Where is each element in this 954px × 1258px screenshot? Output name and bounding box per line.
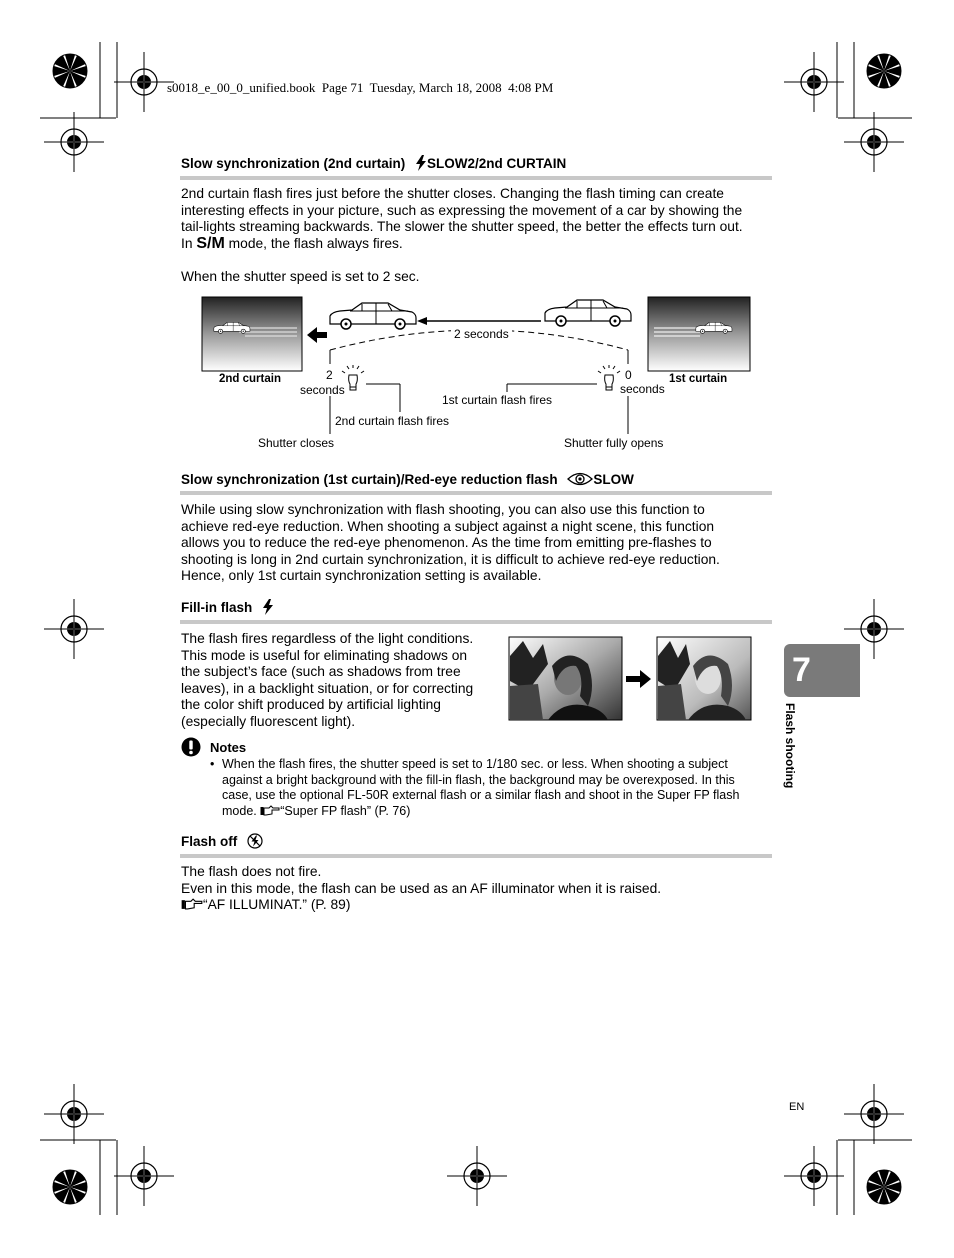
text-line: allows you to reduce the red-eye phenomenon. As the time from emitting pre-flashes to xyxy=(181,535,712,551)
label-num-2: 2 xyxy=(326,368,333,382)
flash-icon xyxy=(262,599,274,615)
text-line: (especially fluorescent light). xyxy=(181,713,356,729)
text-line: Even in this mode, the flash can be used as an AF illuminator when it is raised. xyxy=(181,880,662,896)
caution-icon xyxy=(181,737,201,757)
section-title-fill-in xyxy=(181,599,274,615)
section-title-icon-label: SLOW xyxy=(593,472,634,487)
fill-in-photo-after xyxy=(656,636,752,722)
notes-bullet: • xyxy=(210,757,215,771)
reference-hand-icon xyxy=(260,805,280,816)
text-line: shooting is long in 2nd curtain synchronization, it is difficult to achieve red-eye reduction. xyxy=(181,551,720,567)
mode-sm-icon: S/M xyxy=(196,234,225,252)
chapter-label: Flash shooting xyxy=(783,703,797,789)
text-line: mode. “Super FP flash” (P. 76) xyxy=(222,803,411,818)
label-2nd-curtain-fires: 2nd curtain flash fires xyxy=(335,414,450,428)
label-shutter-opens: Shutter fully opens xyxy=(564,436,664,450)
photo-2nd-curtain xyxy=(202,297,302,371)
section-rule xyxy=(180,176,772,180)
sec2-paragraph xyxy=(181,502,720,585)
text-line: This mode is useful for eliminating shadows on xyxy=(181,647,468,663)
chapter-number: 7 xyxy=(792,651,811,689)
section-title-text: Slow synchronization (1st curtain)/Red-eye reduction flash xyxy=(181,472,558,487)
text-line: case, use the optional FL-50R external flash or a similar flash and shoot in the Super FP flash xyxy=(222,788,740,803)
text-line: The flash does not fire. xyxy=(181,864,322,879)
photo-1st-curtain xyxy=(648,297,750,371)
reference-link[interactable]: “AF ILLUMINAT.” (P. 89) xyxy=(203,897,351,913)
sec4-paragraph xyxy=(181,864,661,914)
red-eye-icon xyxy=(567,471,593,487)
text-line: leaves), in a backlight situation, or for correcting xyxy=(181,680,474,696)
text-line xyxy=(181,897,661,914)
text-line: 2nd curtain flash fires just before the shutter closes. Changing the flash timing can create xyxy=(181,186,724,201)
text-line: While using slow synchronization with flash shooting, you can also use this function to xyxy=(181,502,705,517)
text-line: the color shift produced by artificial lighting xyxy=(181,697,441,713)
sec3-paragraph xyxy=(181,631,473,731)
label-shutter-closes: Shutter closes xyxy=(258,436,335,450)
section-title-slow2 xyxy=(181,155,566,171)
section-title-text: Slow synchronization (2nd curtain) xyxy=(181,156,406,171)
label-seconds-left: seconds xyxy=(300,383,345,397)
text-line: against a bright background with the fill-in flash, the background may be overexposed. In this xyxy=(222,772,735,787)
flash-icon xyxy=(415,155,427,171)
label-2nd-curtain: 2nd curtain xyxy=(219,373,281,385)
flash-off-icon xyxy=(247,833,263,849)
notes-title: Notes xyxy=(210,740,247,755)
shutter-note: When the shutter speed is set to 2 sec. xyxy=(181,269,420,284)
reference-hand-icon xyxy=(181,898,203,910)
text-line: tail-lights streaming backwards. The slower the shutter speed, the better the effects turn out. xyxy=(181,219,743,235)
print-header: s0018_e_00_0_unified.book Page 71 Tuesday, March 18, 2008 4:08 PM xyxy=(167,80,554,95)
text-line: the subject’s face (such as shadows from tree xyxy=(181,664,461,680)
text-line: achieve red-eye reduction. When shooting a subject against a night scene, this function xyxy=(181,518,715,534)
label-1st-curtain-fires: 1st curtain flash fires xyxy=(442,393,553,407)
section-rule xyxy=(180,491,772,495)
fill-in-arrow xyxy=(626,669,652,689)
text-line: The flash fires regardless of the light conditions. xyxy=(181,631,474,646)
section-title-icon-label: SLOW2/2nd CURTAIN xyxy=(427,156,567,171)
section-title-flash-off xyxy=(181,833,263,849)
section-title-text: Flash off xyxy=(181,834,238,849)
section-title-redeye-slow xyxy=(181,471,634,487)
text-line: When the flash fires, the shutter speed is set to 1/180 sec. or less. When shooting a subject xyxy=(222,757,728,771)
text-line: interesting effects in your picture, such as expressing the movement of a car by showing the xyxy=(181,202,743,218)
label-1st-curtain: 1st curtain xyxy=(669,373,728,385)
text-line: In S/M mode, the flash always fires. xyxy=(181,234,403,252)
sec1-paragraph xyxy=(181,186,743,252)
section-rule xyxy=(180,620,772,624)
label-two-seconds: 2 seconds xyxy=(451,327,512,341)
reference-link[interactable]: “Super FP flash” (P. 76) xyxy=(280,803,411,818)
label-num-0: 0 xyxy=(625,368,632,382)
section-title-text: Fill-in flash xyxy=(181,600,253,615)
section-rule xyxy=(180,854,772,858)
footer-lang: EN xyxy=(789,1101,805,1113)
notes-text xyxy=(222,757,739,819)
label-seconds-right: seconds xyxy=(620,382,665,396)
text-line: Hence, only 1st curtain synchronization setting is available. xyxy=(181,568,542,584)
